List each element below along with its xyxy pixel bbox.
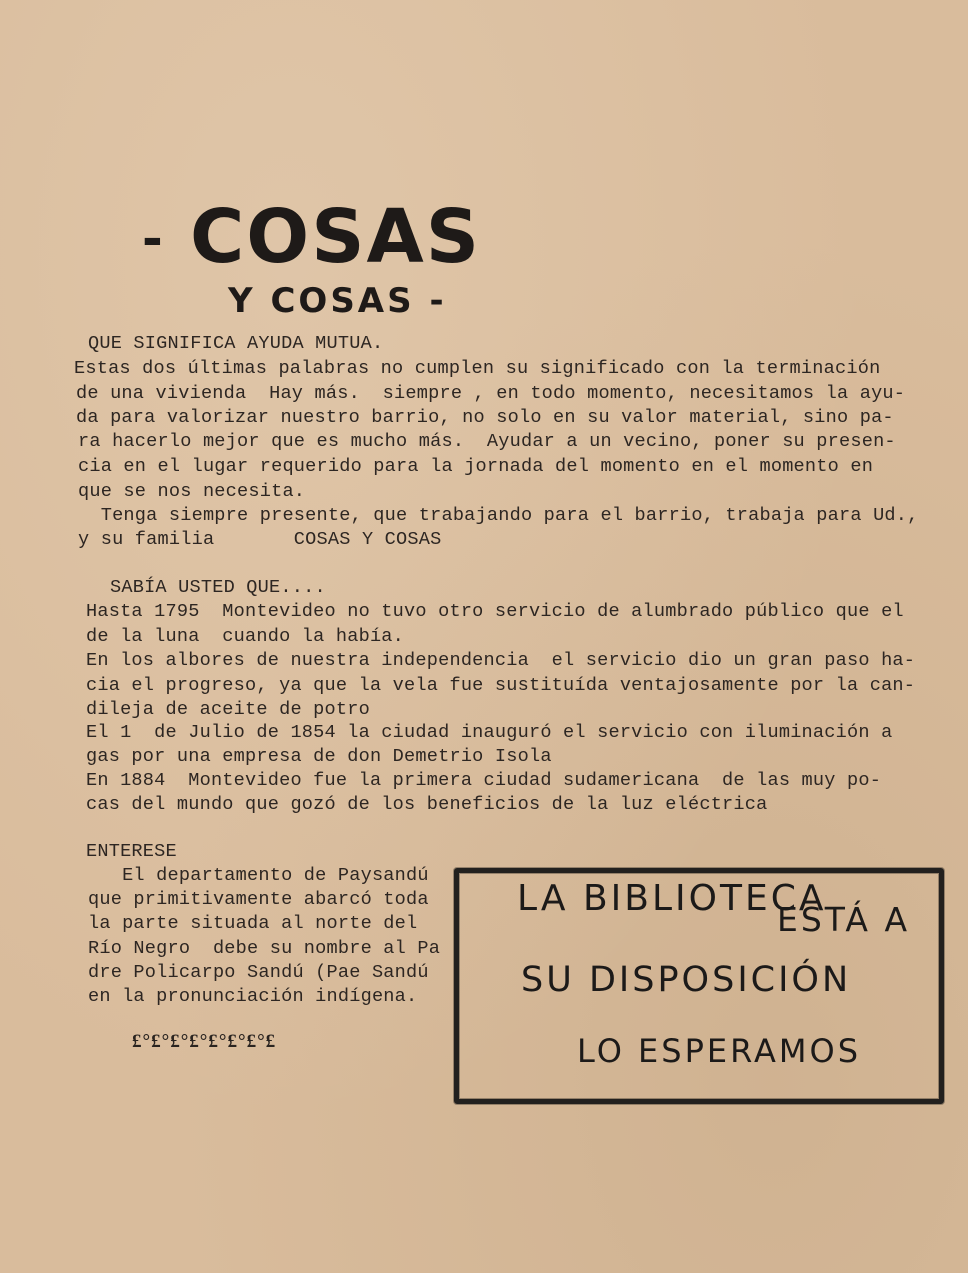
paragraph-line: da para valorizar nuestro barrio, no solo en su valor material, sino pa- (76, 407, 894, 428)
paragraph-line: la parte situada al norte del (88, 913, 418, 934)
paragraph-line: y su familia COSAS Y COSAS (78, 529, 442, 550)
paragraph-line: que primitivamente abarcó toda (88, 889, 429, 910)
stamp-line-3: SU DISPOSICIÓN (521, 960, 852, 1000)
paragraph-line: en la pronunciación indígena. (88, 986, 418, 1007)
ornament-line: £°£°£°£°£°£°£°£ (132, 1031, 277, 1052)
section-heading-sabia-usted: SABÍA USTED QUE.... (110, 577, 326, 598)
paragraph-line: de la luna cuando la había. (86, 626, 405, 647)
paragraph-line: ra hacerlo mejor que es mucho más. Ayudar a un vecino, poner su presen- (78, 431, 896, 452)
title-sub-text: Y COSAS (228, 281, 415, 321)
paragraph-line: que se nos necesita. (78, 481, 306, 502)
title-cosas (142, 194, 482, 280)
library-stamp (454, 868, 944, 1104)
title-dash: - (142, 210, 165, 268)
paragraph-line: En 1884 Montevideo fue la primera ciudad sudamericana de las muy po- (86, 770, 882, 791)
paragraph-line: En los albores de nuestra independencia el servicio dio un gran paso ha- (86, 650, 916, 671)
paragraph-line: dre Policarpo Sandú (Pae Sandú (88, 962, 429, 983)
paragraph-line: Estas dos últimas palabras no cumplen su significado con la terminación (74, 358, 881, 379)
stamp-line-4: LO ESPERAMOS (577, 1032, 862, 1070)
paragraph-line: dileja de aceite de potro (86, 699, 370, 720)
paragraph-line: de una vivienda Hay más. siempre , en todo momento, necesitamos la ayu- (76, 383, 906, 404)
paragraph-line: cas del mundo que gozó de los beneficios de la luz eléctrica (86, 794, 768, 815)
section-heading-enterese: ENTERESE (86, 841, 177, 862)
title-main-text: COSAS (190, 194, 482, 280)
title-sub-dash: - (414, 281, 447, 321)
stamp-line-1: LA BIBLIOTECA (517, 878, 827, 919)
paragraph-line: cia en el lugar requerido para la jornada del momento en el momento en (78, 456, 874, 477)
title-y-cosas (228, 281, 447, 321)
paragraph-line: Hasta 1795 Montevideo no tuvo otro servicio de alumbrado público que el (86, 601, 904, 622)
paragraph-line: cia el progreso, ya que la vela fue sustituída ventajosamente por la can- (86, 675, 916, 696)
paragraph-line: Tenga siempre presente, que trabajando para el barrio, trabaja para Ud., (78, 505, 919, 526)
paragraph-line: El 1 de Julio de 1854 la ciudad inauguró el servicio con iluminación a (86, 722, 893, 743)
paragraph-line: Río Negro debe su nombre al Pa (88, 938, 441, 959)
paragraph-line: gas por una empresa de don Demetrio Isola (86, 746, 552, 767)
stamp-line-2: ESTÁ A (777, 900, 911, 939)
section-heading-ayuda-mutua: QUE SIGNIFICA AYUDA MUTUA. (88, 333, 384, 354)
paragraph-line: El departamento de Paysandú (88, 865, 429, 886)
